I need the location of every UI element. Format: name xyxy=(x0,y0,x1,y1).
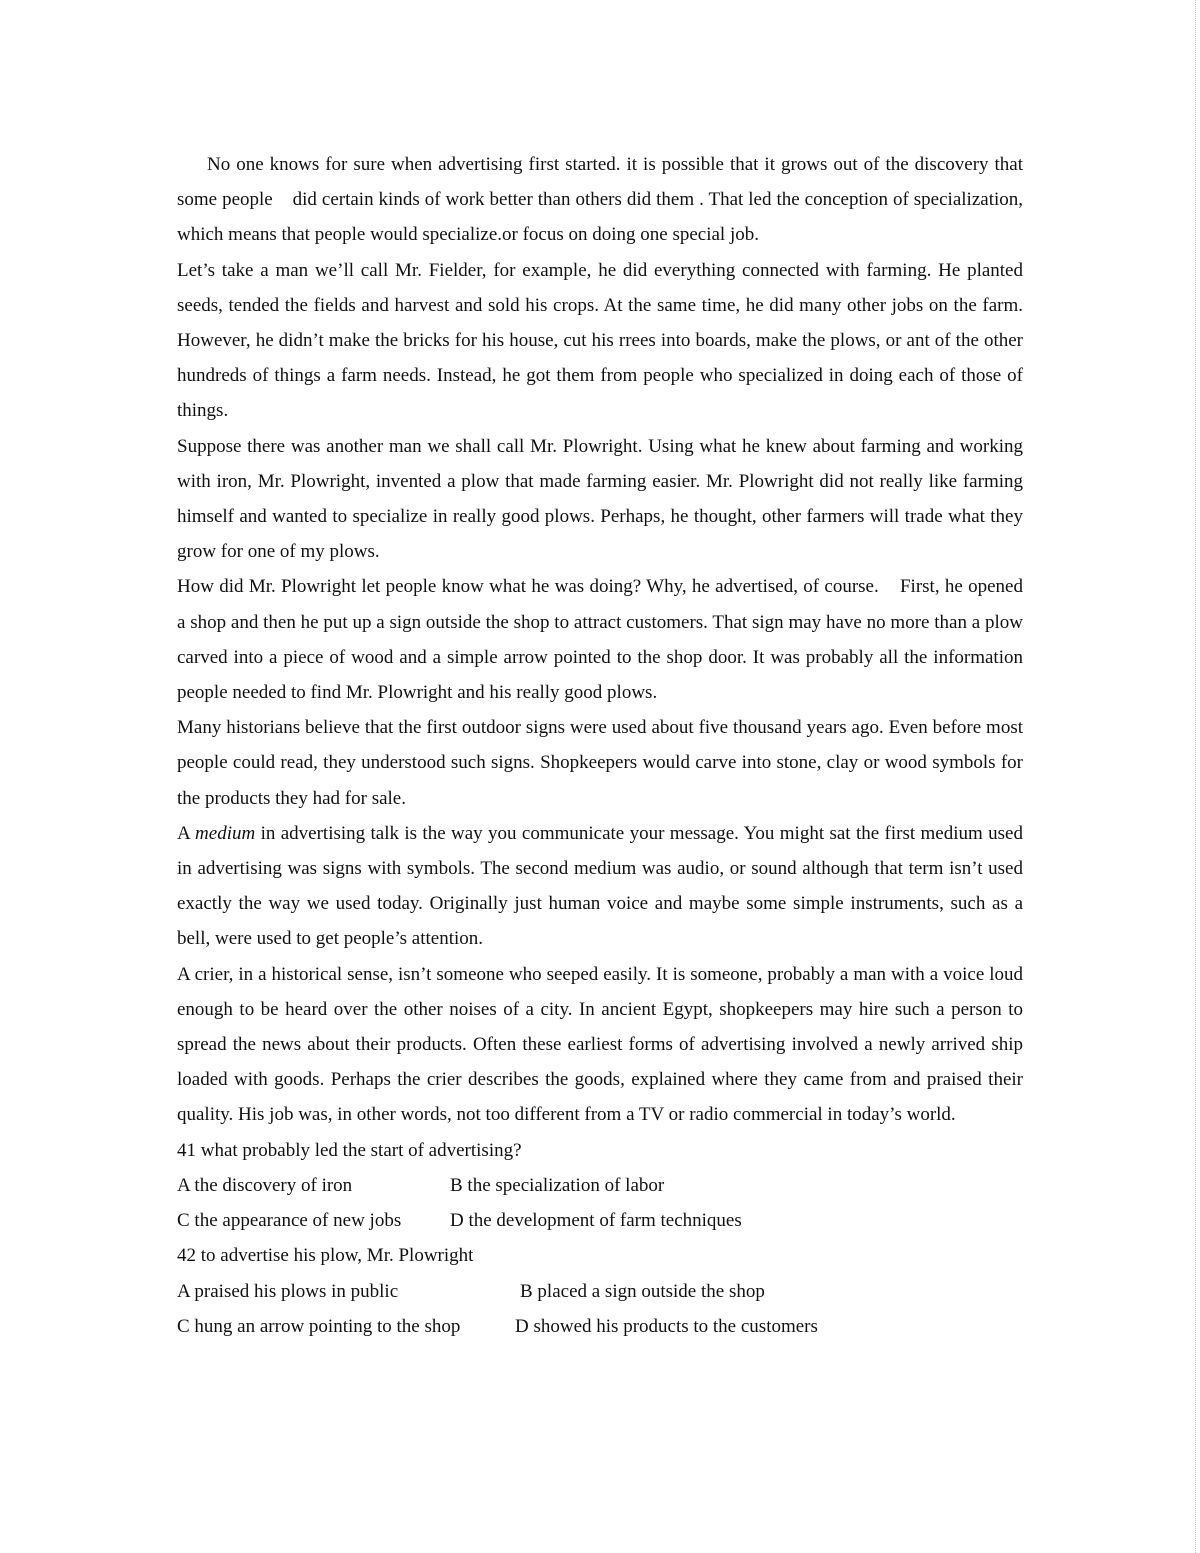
question-42-option-d: D showed his products to the customers xyxy=(515,1315,818,1337)
passage-paragraph-1: No one knows for sure when advertising first started. it is possible that it grows out of the discovery that some people did certain kinds of work better than others did them . That led the conception of specialization, which means that people would specialize.or focus on doing one special job. xyxy=(177,154,1023,246)
document-body xyxy=(177,147,1023,1344)
question-41-options-row-1 xyxy=(177,1168,1023,1203)
question-41-option-a: A the discovery of iron xyxy=(177,1174,353,1196)
paragraph-6-rest: in advertising talk is the way you communicate your message. You might sat the first medium used in advertising was signs with symbols. The second medium was audio, or sound although that term isn’t used exactly the way we used today. Originally just human voice and maybe some simple instruments, such as a bell, were used to get people’s attention. xyxy=(177,822,1023,950)
question-41-option-d: D the development of farm techniques xyxy=(450,1210,742,1232)
page-edge-divider xyxy=(1195,0,1196,1553)
question-42-option-b: B placed a sign outside the shop xyxy=(520,1280,765,1302)
paragraph-6-lead: A xyxy=(177,822,196,844)
question-41-option-b: B the specialization of labor xyxy=(450,1174,665,1196)
question-41-options-row-2 xyxy=(177,1203,1023,1238)
passage-paragraph-3: Suppose there was another man we shall call Mr. Plowright. Using what he knew about farming and working with iron, Mr. Plowright, invented a plow that made farming easier. Mr. Plowright did not really like farming himself and wanted to specialize in really good plows. Perhaps, he thought, other farmers will trade what they grow for one of my plows. xyxy=(177,435,1023,563)
question-41-option-c: C the appearance of new jobs xyxy=(177,1210,402,1232)
medium-term: medium xyxy=(195,822,256,844)
passage-paragraph-4: How did Mr. Plowright let people know what he was doing? Why, he advertised, of course. First, he opened a shop and then he put up a sign outside the shop to attract customers. That sign may have no more than a plow carved into a piece of wood and a simple arrow pointed to the shop door. It was probably all the information people needed to find Mr. Plowright and his really good plows. xyxy=(177,576,1023,704)
question-41-stem: 41 what probably led the start of advertising? xyxy=(177,1139,522,1161)
question-42-option-c: C hung an arrow pointing to the shop xyxy=(177,1315,461,1337)
passage-paragraph-2: Let’s take a man we’ll call Mr. Fielder, for example, he did everything connected with farming. He planted seeds, tended the fields and harvest and sold his crops. At the same time, he did many other jobs on the farm. However, he didn’t make the bricks for his house, cut his rrees into boards, make the plows, or ant of the other hundreds of things a farm needs. Instead, he got them from people who specialized in doing each of those of things. xyxy=(177,259,1023,422)
passage-paragraph-6 xyxy=(177,816,1023,957)
question-42-option-a: A praised his plows in public xyxy=(177,1280,399,1302)
question-42-stem: 42 to advertise his plow, Mr. Plowright xyxy=(177,1245,474,1267)
question-42-options-row-2 xyxy=(177,1309,1023,1344)
question-42-options-row-1 xyxy=(177,1274,1023,1309)
passage-paragraph-7: A crier, in a historical sense, isn’t someone who seeped easily. It is someone, probably a man with a voice loud enough to be heard over the other noises of a city. In ancient Egypt, shopkeepers may hire such a person to spread the news about their products. Often these earliest forms of advertising involved a newly arrived ship loaded with goods. Perhaps the crier describes the goods, explained where they came from and praised their quality. His job was, in other words, not too different from a TV or radio commercial in today’s world. xyxy=(177,963,1023,1126)
passage-paragraph-5: Many historians believe that the first outdoor signs were used about five thousand years ago. Even before most people could read, they understood such signs. Shopkeepers would carve into stone, clay or wood symbols for the products they had for sale. xyxy=(177,717,1023,809)
